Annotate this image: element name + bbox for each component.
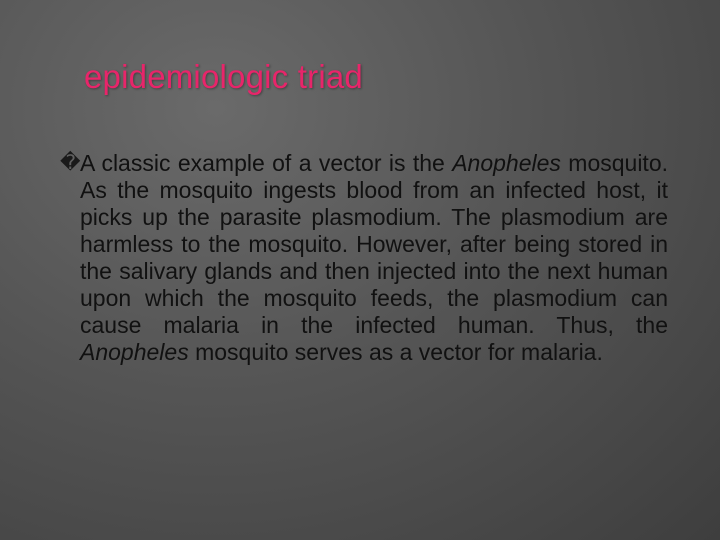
slide-title: epidemiologic triad (84, 58, 363, 95)
body-paragraph (80, 150, 668, 366)
paragraph-italic-2: Anopheles (80, 339, 189, 365)
paragraph-text-1: A classic example of a vector is the (80, 150, 453, 176)
paragraph-italic-1: Anopheles (452, 150, 561, 176)
paragraph-text-2: mosquito. As the mosquito ingests blood from an infected host, it picks up the parasite plasmodium. The plasmodium are harmless to the mosquito. However, after being stored in the salivary glands and then injected into the next human upon which the mosquito feeds, the plasmodium can cause malaria in the infected human. Thus, the (80, 150, 668, 338)
bullet-icon: � (60, 150, 81, 174)
paragraph-text-3: mosquito serves as a vector for malaria. (188, 339, 603, 365)
